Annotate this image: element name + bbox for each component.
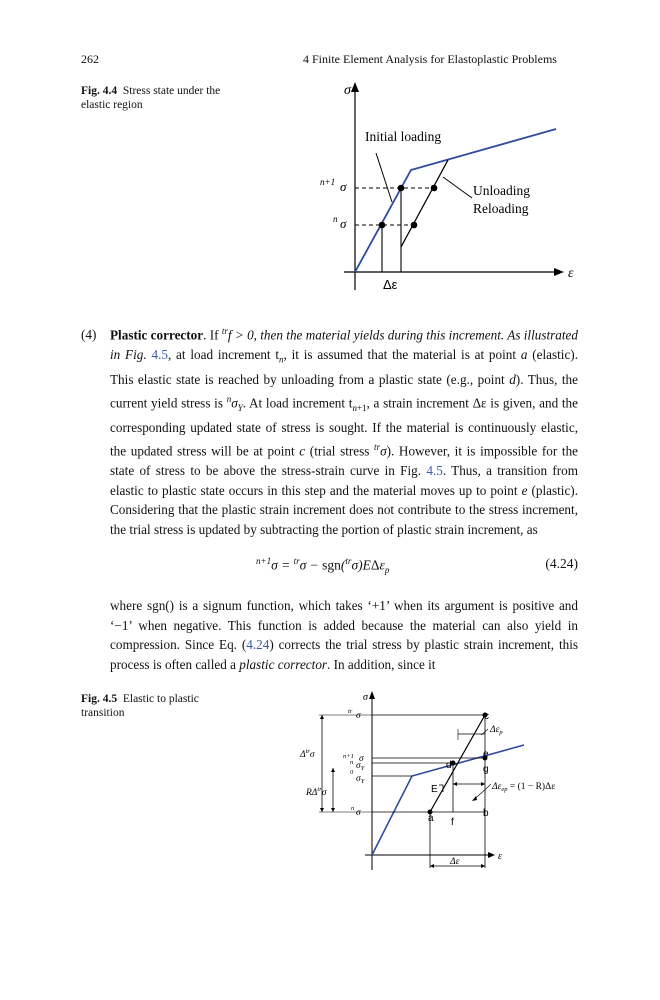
plastic-corrector-heading: Plastic corrector [110, 327, 204, 343]
fig45-caption [81, 692, 231, 720]
fig44-delta-eps: Δε [383, 277, 398, 292]
fig45-x-arrow [488, 852, 495, 858]
fig45-label-d: d [446, 760, 452, 771]
fig45-eps-ep: $\Delta\varepsilon_{ep} = (1 - R)\Delta\varepsilon$ [492, 782, 556, 793]
fig45-label-E: E [431, 784, 438, 795]
fig44-x-label: ε [568, 266, 574, 281]
fig45-label: Fig. 4.5 [81, 693, 118, 705]
fig45-y-arrow [369, 691, 375, 699]
fig44-point [379, 222, 386, 229]
fig45-label-g: g [483, 764, 489, 775]
fig44-unload-leader [443, 177, 472, 198]
fig45-label-b: b [483, 808, 489, 819]
fig44-initial-loading: Initial loading [365, 129, 442, 144]
fig44-x-arrow [554, 268, 564, 276]
fig45-caption-text: Elastic to plastic transition [81, 693, 199, 719]
paragraph-signum: where sgn() is a signum function, which takes ‘+1’ when its argument is positive and ‘−1’ when negative. This function is added because the material can also yield in compression. Since Eq. (4.24) corrects the trial stress by plastic strain increment, this process is often called a plastic corrector. In addition, since it [110, 598, 578, 672]
running-title: 4 Finite Element Analysis for Elastoplastic Problems [303, 52, 557, 66]
fig45-nY-sigma: $\sigma_Y$ [356, 761, 365, 772]
fig45-0Y-sup: 0 [350, 769, 354, 776]
fig44-point [398, 185, 405, 192]
equation-4-24 [81, 556, 578, 580]
fig45-trial-line [430, 715, 485, 812]
fig45-label-c: c [484, 711, 489, 722]
fig45-n-sup: n [351, 805, 355, 812]
fig-4-5-link[interactable]: 4.5 [426, 463, 443, 479]
fig44-unloading: Unloading [473, 183, 530, 198]
paragraph-plastic-corrector: (4) Plastic corrector. If $^{tr}$f > 0, then the material yields during this increment. As illustrated in Fig. 4.5, at load increment $t_n$, it is assumed that the material is at point a (elastic). This elastic state is reached by unloading from a plastic state (e.g., point d). Thus, the current yield stress is $^n\sigma_Y$. At load increment $t_{n+1}$, a strain increment Δε is given, and the corresponding updated state of stress is sought. If the material is continuously elastic, the updated stress will be at point c (trial stress $^{tr}$σ). However, it is impossible for the state of stress to be above the stress-strain curve in Fig. 4.5. Thus, a transition from elastic to plastic state occurs in this step and the material moves up to point e (plastic). Considering that the plastic strain increment does not contribute to the stress increment, the trial stress is updated by subtracting the portion of plastic strain increment, as [81, 326, 579, 537]
fig45-label-f: f [451, 817, 454, 828]
fig45-eps-p: $\Delta\varepsilon_p$ [490, 725, 503, 736]
fig44-y-label: σ [344, 83, 351, 98]
fig44-tick-lower: σ [340, 216, 347, 231]
fig44-reloading: Reloading [473, 201, 529, 216]
fig44-caption [81, 84, 231, 112]
fig45-r-delta-tr-sigma: $R\Delta^{tr}\sigma$ [306, 786, 327, 798]
fig44-point [411, 222, 418, 229]
fig44-initial-leader [376, 153, 392, 202]
fig44-tick-upper-sup: n+1 [320, 177, 336, 187]
fig45-nY-sup: n [350, 759, 354, 766]
fig45-tr-sup: tr [348, 708, 353, 715]
fig44-label: Fig. 4.4 [81, 85, 118, 97]
equation-number: (4.24) [545, 556, 578, 571]
fig45-delta-tr-sigma: $\Delta^{tr}\sigma$ [300, 748, 315, 760]
fig44-point [431, 185, 438, 192]
item-number: (4) [81, 327, 97, 343]
fig-4-5-link[interactable]: 4.5 [151, 346, 168, 362]
fig44-tick-upper: σ [340, 179, 347, 194]
fig45-delta-eps: Δε [450, 857, 460, 867]
fig45-n1-sup: n+1 [343, 753, 354, 760]
fig44-tick-lower-sup: n [333, 214, 338, 224]
fig45-tr-sigma: σ [356, 711, 361, 721]
fig44-y-arrow [351, 82, 359, 92]
fig45-n1-sigma: σ [359, 754, 364, 764]
fig44-unload-line [401, 160, 448, 247]
fig45-y-label: σ [363, 692, 368, 703]
fig44-caption-text: Stress state under the elastic region [81, 85, 221, 111]
fig45-x-label: ε [498, 851, 502, 862]
fig45-diagram [295, 688, 595, 878]
fig45-n-sigma: σ [356, 808, 361, 818]
fig45-label-a: a [428, 813, 434, 824]
equation-body: $^{n+1}$σ = $^{tr}$σ − sgn($^{tr}$σ)EΔε$_p$ [256, 556, 390, 576]
fig45-label-e: e [483, 749, 489, 760]
fig44-diagram [300, 78, 590, 293]
eq-4-24-link[interactable]: 4.24 [246, 637, 270, 653]
page-number: 262 [81, 52, 99, 66]
fig45-0Y-sigma: $\sigma_Y$ [356, 774, 365, 785]
